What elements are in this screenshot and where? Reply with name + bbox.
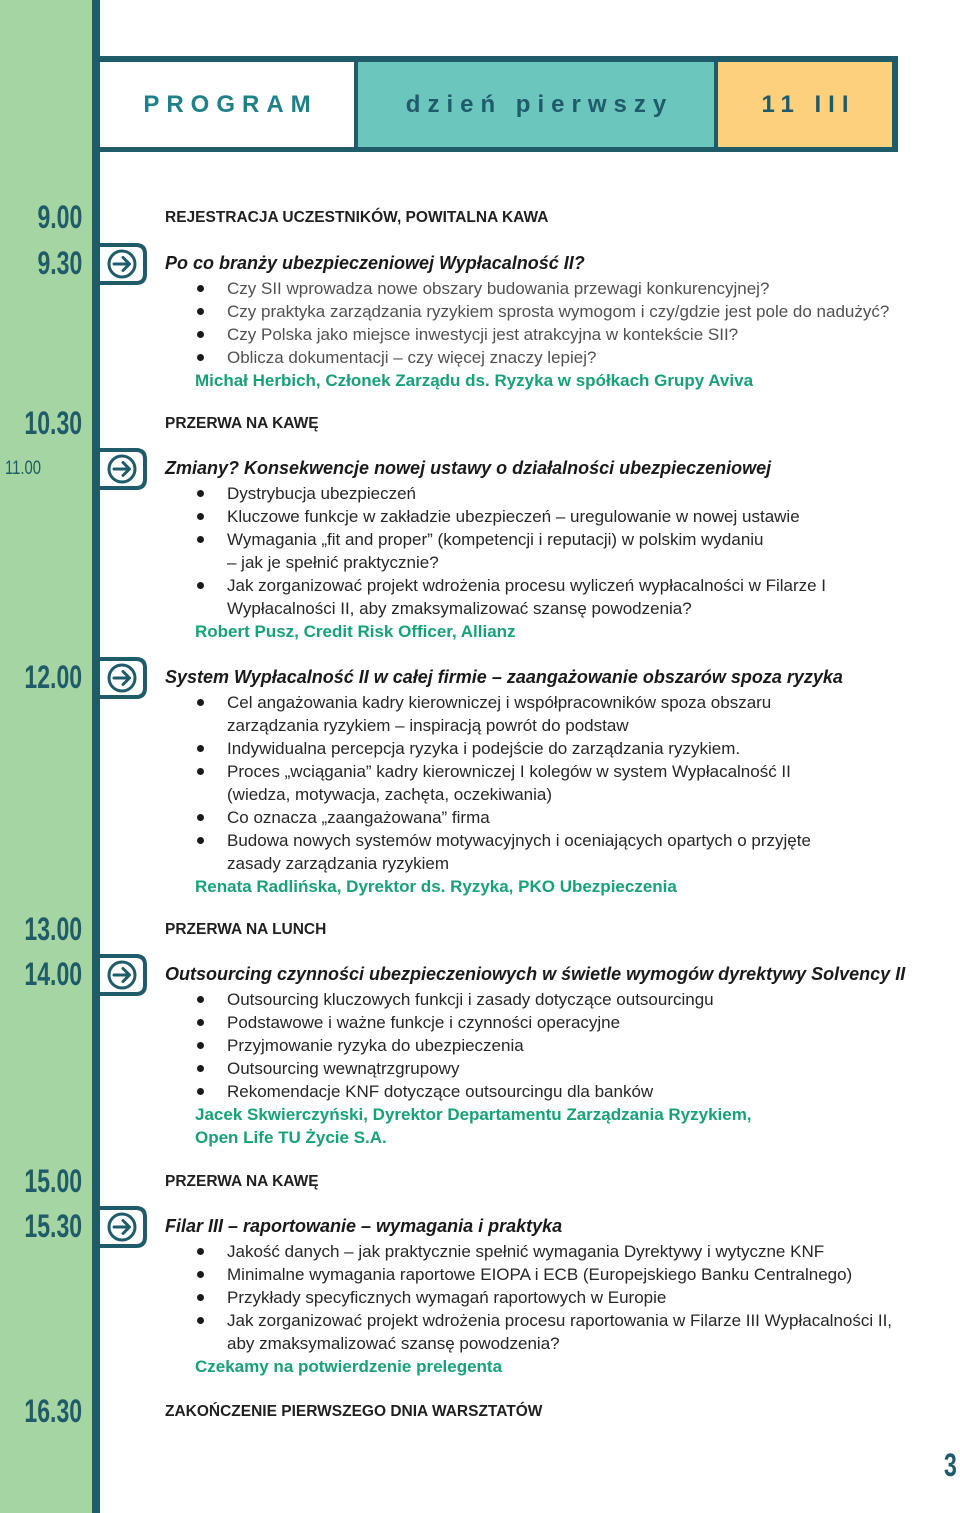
speaker-line: Open Life TU Życie S.A. [195,1128,387,1147]
speaker-line: Michał Herbich, Członek Zarządu ds. Ryzyka w spółkach Grupy Aviva [195,371,754,390]
topic-item [227,277,960,300]
topic-list [0,482,960,620]
topic-line: Przykłady specyficznych wymagań raportowych w Europie [227,1288,667,1307]
topic-item [227,1309,960,1355]
speaker-line: Renata Radlińska, Dyrektor ds. Ryzyka, PKO Ubezpieczenia [195,877,677,896]
topic-line: aby zmaksymalizować szansę powodzenia? [227,1334,560,1353]
topic-item [227,1011,960,1034]
topic-line: Outsourcing kluczowych funkcji i zasady dotyczące outsourcingu [227,990,714,1009]
agenda-talk [0,245,960,392]
agenda-talk [0,956,960,1149]
topic-item [227,806,960,829]
speaker-name [0,1103,960,1149]
topic-line: Wypłacalności II, aby zmaksymalizować szansę powodzenia? [227,599,692,618]
session-time: 11.00 [5,458,41,479]
topic-line: Oblicza dokumentacji – czy więcej znaczy lepiej? [227,348,597,367]
speaker-line: Jacek Skwierczyński, Dyrektor Departamentu Zarządzania Ryzykiem, [195,1105,752,1124]
day-label: dzień pierwszy [358,62,714,147]
topic-item [227,482,960,505]
break-title: REJESTRACJA UCZESTNIKÓW, POWITALNA KAWA [165,209,549,226]
topic-line: Budowa nowych systemów motywacyjnych i oceniających opartych o przyjęte [227,831,811,850]
topic-item [227,1240,960,1263]
session-time: 15.30 [24,1208,82,1244]
session-title: Zmiany? Konsekwencje nowej ustawy o działalności ubezpieczeniowej [165,458,772,478]
agenda-talk [0,457,960,643]
topic-item [227,691,960,737]
topic-line: Co oznacza „zaangażowana” firma [227,808,490,827]
topic-item [227,323,960,346]
session-time: 16.30 [24,1393,82,1429]
session-time: 10.30 [24,405,82,441]
session-time: 15.00 [24,1163,82,1199]
topic-line: Proces „wciągania” kadry kierowniczej I kolegów w system Wypłacalność II [227,762,791,781]
program-header [92,56,898,152]
topic-line: Wymagania „fit and proper” (kompetencji i reputacji) w polskim wydaniu [227,530,764,549]
topic-line: Jak zorganizować projekt wdrożenia procesu wyliczeń wypłacalności w Filarze I [227,576,827,595]
topic-item [227,737,960,760]
topic-line: Rekomendacje KNF dotyczące outsourcingu dla banków [227,1082,654,1101]
session-time: 14.00 [24,956,82,992]
topic-line: Jakość danych – jak praktycznie spełnić wymagania Dyrektywy i wytyczne KNF [227,1242,825,1261]
speaker-line: Robert Pusz, Credit Risk Officer, Allianz [195,622,516,641]
topic-line: zasady zarządzania ryzykiem [227,854,450,873]
session-time: 9.30 [37,245,82,281]
topic-line: Czy praktyka zarządzania ryzykiem sprosta wymogom i czy/gdzie jest pole do nadużyć? [227,302,890,321]
topic-line: Cel angażowania kadry kierowniczej i współpracowników spoza obszaru [227,693,772,712]
arrow-right-circle-icon [100,656,148,700]
agenda-talk [0,1208,960,1378]
topic-line: Kluczowe funkcje w zakładzie ubezpieczeń – uregulowanie w nowej ustawie [227,507,800,526]
break-title: PRZERWA NA LUNCH [165,921,327,938]
session-time: 13.00 [24,911,82,947]
topic-line: Dystrybucja ubezpieczeń [227,484,416,503]
topic-list [0,277,960,369]
topic-item [227,1057,960,1080]
topic-item [227,346,960,369]
speaker-name [0,1355,960,1378]
topic-item [227,1034,960,1057]
agenda-registration [0,199,960,235]
topic-line: Czy Polska jako miejsce inwestycji jest atrakcyjna w kontekście SII? [227,325,739,344]
agenda-talk [0,659,960,898]
topic-line: Outsourcing wewnątrzgrupowy [227,1059,460,1078]
arrow-right-circle-icon [100,242,148,286]
speaker-name [0,369,960,392]
topic-list [0,988,960,1103]
topic-line: Jak zorganizować projekt wdrożenia procesu raportowania w Filarze III Wypłacalności II, [227,1311,893,1330]
topic-item [227,1286,960,1309]
topic-list [0,691,960,875]
program-label: PROGRAM [100,62,354,147]
topic-item [227,505,960,528]
session-time: 12.00 [24,659,82,695]
agenda-break [0,1163,960,1199]
page-number: 3 [944,1447,957,1483]
session-title: System Wypłacalność II w całej firmie – zaangażowanie obszarów spoza ryzyka [165,667,843,687]
topic-line: zarządzania ryzykiem – inspiracją powrót do podstaw [227,716,629,735]
arrow-right-circle-icon [100,1205,148,1249]
topic-item [227,528,960,574]
topic-item [227,1080,960,1103]
break-title: ZAKOŃCZENIE PIERWSZEGO DNIA WARSZTATÓW [165,1403,543,1420]
topic-line: Podstawowe i ważne funkcje i czynności operacyjne [227,1013,621,1032]
agenda-break [0,911,960,947]
topic-item [227,988,960,1011]
topic-list [0,1240,960,1355]
agenda-break [0,405,960,441]
speaker-line: Czekamy na potwierdzenie prelegenta [195,1357,503,1376]
topic-item [227,1263,960,1286]
agenda-closing [0,1393,960,1429]
topic-line: Czy SII wprowadza nowe obszary budowania przewagi konkurencyjnej? [227,279,770,298]
arrow-right-circle-icon [100,953,148,997]
date-label: 11 III [718,62,892,147]
session-title: Filar III – raportowanie – wymagania i praktyka [165,1216,563,1236]
topic-line: Minimalne wymagania raportowe EIOPA i ECB (Europejskiego Banku Centralnego) [227,1265,853,1284]
arrow-right-circle-icon [100,447,148,491]
speaker-name [0,620,960,643]
topic-item [227,300,960,323]
break-title: PRZERWA NA KAWĘ [165,1173,319,1190]
topic-line: Indywidualna percepcja ryzyka i podejście do zarządzania ryzykiem. [227,739,741,758]
session-title: Outsourcing czynności ubezpieczeniowych w świetle wymogów dyrektywy Solvency II [165,964,906,984]
topic-item [227,760,960,806]
topic-item [227,574,960,620]
session-title: Po co branży ubezpieczeniowej Wypłacalność II? [165,253,585,273]
break-title: PRZERWA NA KAWĘ [165,415,319,432]
topic-line: (wiedza, motywacja, zachęta, oczekiwania) [227,785,553,804]
topic-item [227,829,960,875]
topic-line: – jak je spełnić praktycznie? [227,553,439,572]
speaker-name [0,875,960,898]
topic-line: Przyjmowanie ryzyka do ubezpieczenia [227,1036,524,1055]
session-time: 9.00 [37,199,82,235]
